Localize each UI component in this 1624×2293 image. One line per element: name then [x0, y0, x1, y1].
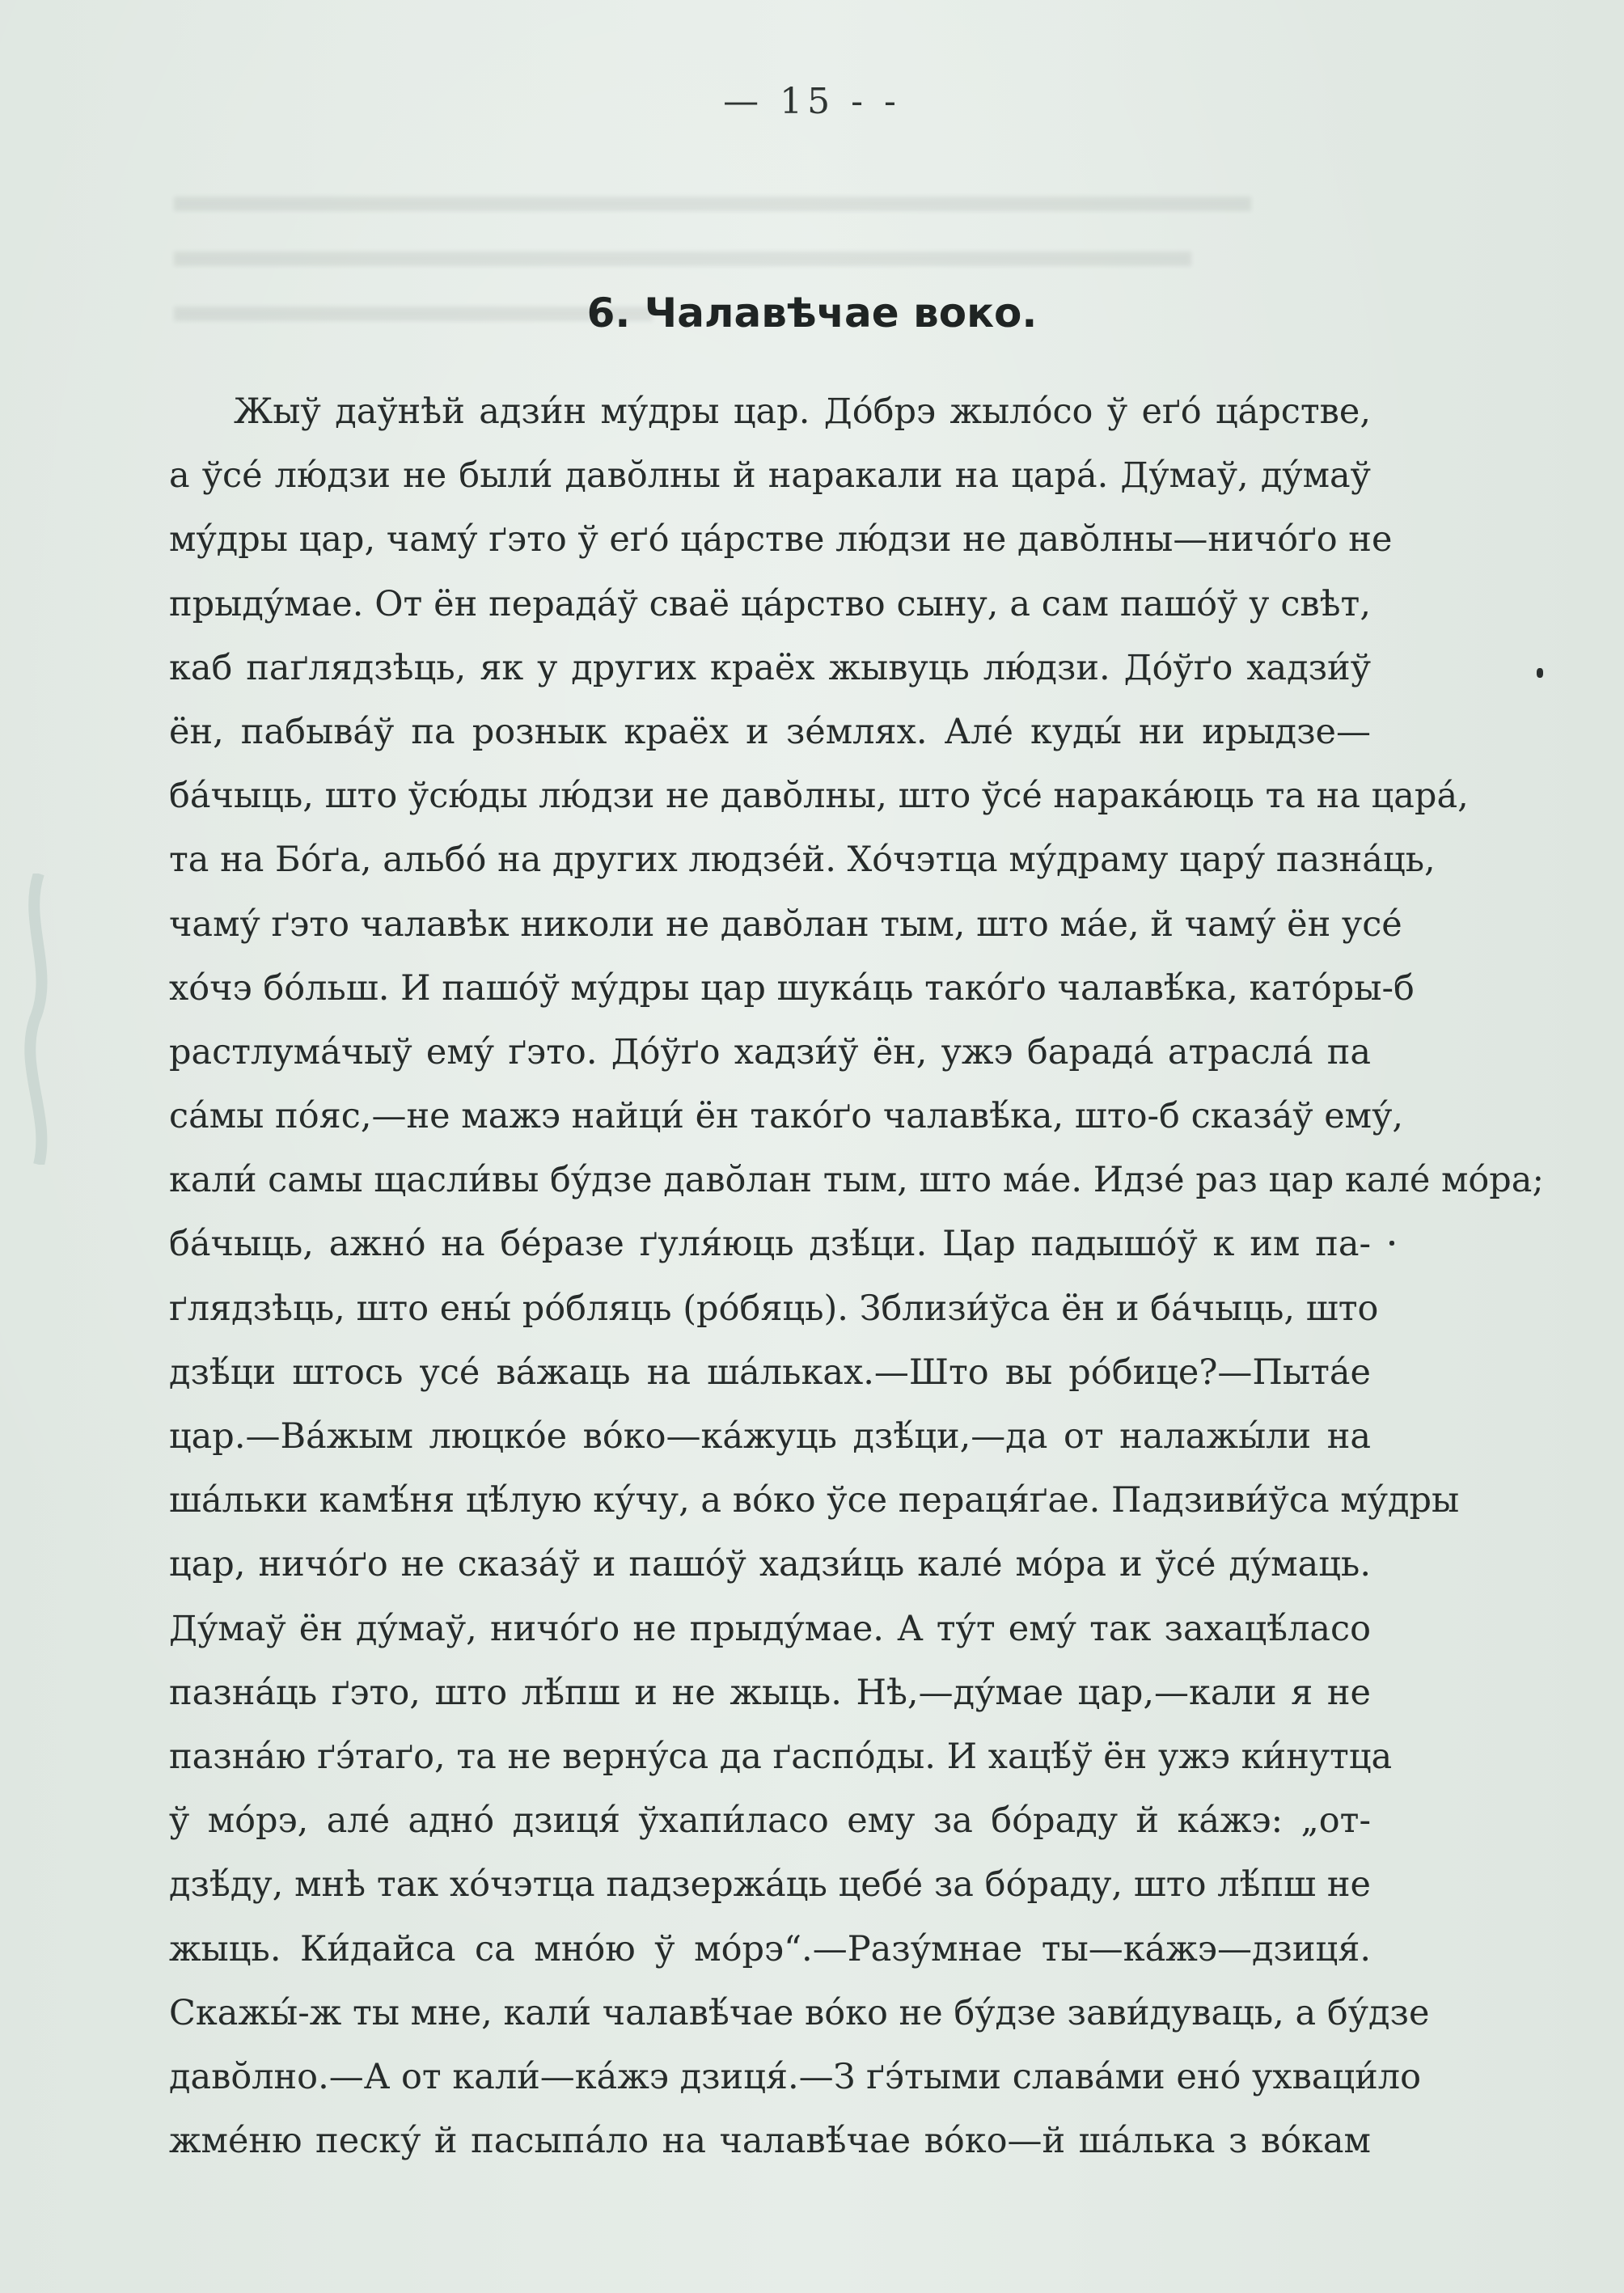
text-line: ба́чыць, што ўсю́ды лю́дзи не даво̆лны, што ўсе́ нарака́юць та на цара́, — [169, 776, 1469, 817]
body-text — [169, 380, 1544, 2173]
text-line: чаму́ ґэто чалавѣк николи не даво̆лан тым, што ма́е, й чаму́ ён усе́ — [169, 903, 1402, 945]
margin-speck — [1537, 668, 1543, 678]
margin-stain-decoration — [15, 874, 63, 1165]
text-line: ў мо́рэ, але́ адно́ дзиця́ ўхапи́ласо ему за бо́раду й ка́жэ: „от- — [169, 1800, 1371, 1842]
text-line: Жыў даўнѣй адзи́н му́дры цар. До́брэ жыло́со ў еґо́ ца́рстве, — [234, 391, 1371, 432]
text-line: Ду́маў ён ду́маў, ничо́ґо не прыду́мае. А ту́т ему́ так захацѣ́ласо — [169, 1608, 1371, 1649]
margin-speck — [1389, 1241, 1394, 1246]
text-line: дзѣ́ду, мнѣ так хо́чэтца падзержа́ць цебе́ за бо́раду, што лѣ́пш не — [169, 1864, 1371, 1906]
text-line: та на Бо́ґа, альбо́ на других людзе́й. Хо́чэтца му́драму цару́ пазна́ць, — [169, 840, 1436, 881]
text-line: даво̆лно.—А от кали́—ка́жэ дзиця́.—З ґэ́тыми слава́ми ено́ ухваци́ло — [169, 2056, 1421, 2097]
chapter-title: 6. Чалавѣчае воко. — [586, 290, 1038, 336]
text-line: цар.—Ва́жым люцко́е во́ко—ка́жуць дзѣ́ци,—да от налажы́ли на — [169, 1416, 1371, 1457]
text-line: ша́льки камѣ́ня цѣ́лую ку́чу, а во́ко ўсе пераця́ґае. Падзиви́ўса му́дры — [169, 1480, 1460, 1521]
text-line: цар, ничо́ґо не сказа́ў и пашо́ў хадзи́ць кале́ мо́ра и ўсе́ ду́маць. — [169, 1544, 1371, 1585]
text-line: са́мы по́яс,—не мажэ найци́ ён тако́ґо чалавѣ́ка, што-б сказа́ў ему́, — [169, 1096, 1404, 1137]
text-line: му́дры цар, чаму́ ґэто ў еґо́ ца́рстве лю́дзи не даво̆лны—ничо́ґо не — [169, 519, 1393, 561]
text-line: пазна́ць ґэто, што лѣ́пш и не жыць. Нѣ,—ду́мае цар,—кали я не — [169, 1672, 1371, 1713]
text-line: пазна́ю ґэ́таґо, та не верну́са да ґаспо́ды. И хацѣ́ў ён ужэ ки́нутца — [169, 1736, 1393, 1777]
text-line: ён, пабыва́ў па рознык краёх и зе́млях. Але́ куды́ ни ирыдзе— — [169, 711, 1371, 752]
text-line: ґлядзѣць, што ены́ ро́бляць (ро́бяць). Зблизи́ўса ён и ба́чыць, што — [169, 1288, 1379, 1329]
text-line: растлума́чыў ему́ ґэто. До́ўґо хадзи́ў ён, ужэ барада́ атрасла́ па — [169, 1031, 1371, 1072]
text-line: каб паґлядзѣць, як у других краёх жывуць лю́дзи. До́ўґо хадзи́ў — [169, 647, 1371, 688]
text-line: кали́ самы щасли́вы бу́дзе даво̆лан тым, што ма́е. Идзе́ раз цар кале́ мо́ра; — [169, 1160, 1544, 1201]
text-line: Скажы́-ж ты мне, кали́ чалавѣ́чае во́ко не бу́дзе зави́дуваць, а бу́дзе — [169, 1992, 1430, 2033]
text-line: дзѣ́ци штось усе́ ва́жаць на ша́льках.—Што вы ро́бице?—Пыта́е — [169, 1352, 1371, 1393]
text-line: а ўсе́ лю́дзи не были́ даво̆лны й наракали на цара́. Ду́маў, ду́маў — [169, 455, 1371, 497]
text-line: прыду́мае. От ён перада́ў сваё ца́рство сыну, а сам пашо́ў у свѣт, — [169, 583, 1371, 624]
text-line: жме́ню песку́ й пасыпа́ло на чалавѣ́чае во́ко—й ша́лька з во́кам — [169, 2121, 1371, 2162]
text-line: хо́чэ бо́льш. И пашо́ў му́дры цар шука́ць тако́ґо чалавѣ́ка, като́ры-б — [169, 967, 1415, 1009]
text-line: жыць. Ки́дайса са мно́ю ў мо́рэ“.—Разу́мнае ты—ка́жэ—дзиця́. — [169, 1928, 1371, 1969]
page-number: — 15 - - — [723, 81, 901, 122]
text-line: ба́чыць, ажно́ на бе́разе ґуля́юць дзѣ́ци. Цар падышо́ў к им па- — [169, 1224, 1371, 1265]
